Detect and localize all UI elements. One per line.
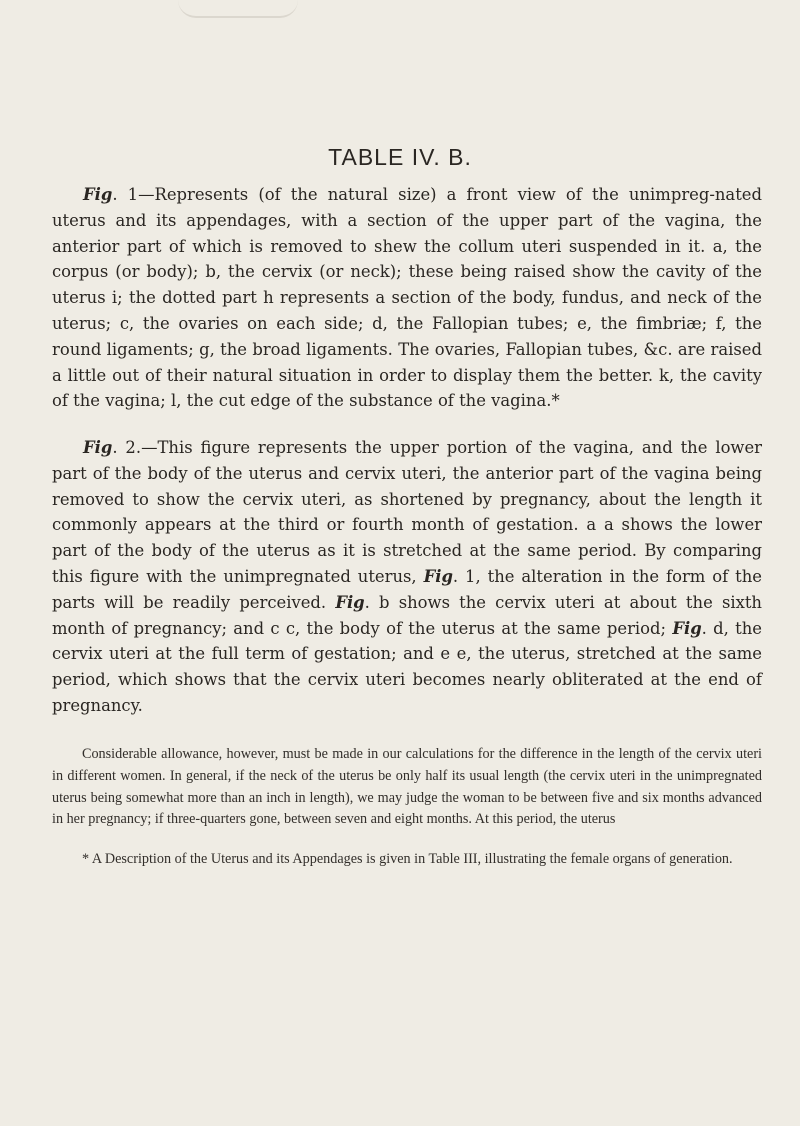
figure-2-text-a: . 2.—This figure represents the upper portion of the vagina, and the lower part of the body of the uterus and cervix uteri, the anterior part of the vagina being removed to show the cervix uteri, as shortened by pregnancy, about the length it commonly appears at the third or fourth month of gestation. a a shows the lower part of the body of the uterus as it is stretched at the same period. By comparing this figure with the unimpregnated uterus, [52,438,762,586]
figure-2-ref-1: Fig [423,566,453,586]
figure-2-text-b: . 1, the alteration in the form of the parts will be readily perceived. [52,566,762,612]
page-edge-mark [178,0,298,18]
page-title: TABLE IV. B. [328,144,472,170]
figure-2-text-c: . b shows the cervix uteri at about the sixth month of pregnancy; and c c, the body of the uterus at the same period; [52,592,762,638]
figure-1-description [52,182,762,414]
figure-2-text-d: . d, the cervix uteri at the full term of gestation; and e e, the uterus, stretched at the same period, which shows that the cervix uteri becomes nearly obliterated at the end of pregnancy. [52,618,762,715]
footnote: * A Description of the Uterus and its Appendages is given in Table III, illustrating the female organs of generation. [82,851,733,867]
figure-1-label: Fig [83,185,113,204]
figure-2-description [52,435,762,719]
figure-2-ref-2: Fig [335,592,365,612]
figure-1-text: . 1—Represents (of the natural size) a front view of the unimpreg-nated uterus and its appendages, with a section of the upper part of the vagina, the anterior part of which is removed to shew the collum uteri suspended in it. a, the corpus (or body); b, the cervix (or neck); these being raised show the cavity of the uterus i; the dotted part h represents a section of the body, fundus, and neck of the uterus; c, the ovaries on each side; d, the Fallopian tubes; e, the fimbriæ; f, the round ligaments; g, the broad ligaments. The ovaries, Fallopian tubes, &c. are raised a little out of their natural situation in order to display them the better. k, the cavity of the vagina; l, the cut edge of the substance of the vagina.* [52,185,762,411]
note-paragraph: Considerable allowance, however, must be made in our calculations for the difference in the length of the cervix uteri in different women. In general, if the neck of the uterus be only half its usual length (the cervix uteri in the unimpregnated uterus being somewhat more than an inch in length), we may judge the woman to be between five and six months advanced in her pregnancy; if three-quarters gone, between seven and eight months. At this period, the uterus [52,746,762,828]
figure-2-label: Fig [83,438,113,457]
figure-2-ref-3: Fig [672,618,702,638]
